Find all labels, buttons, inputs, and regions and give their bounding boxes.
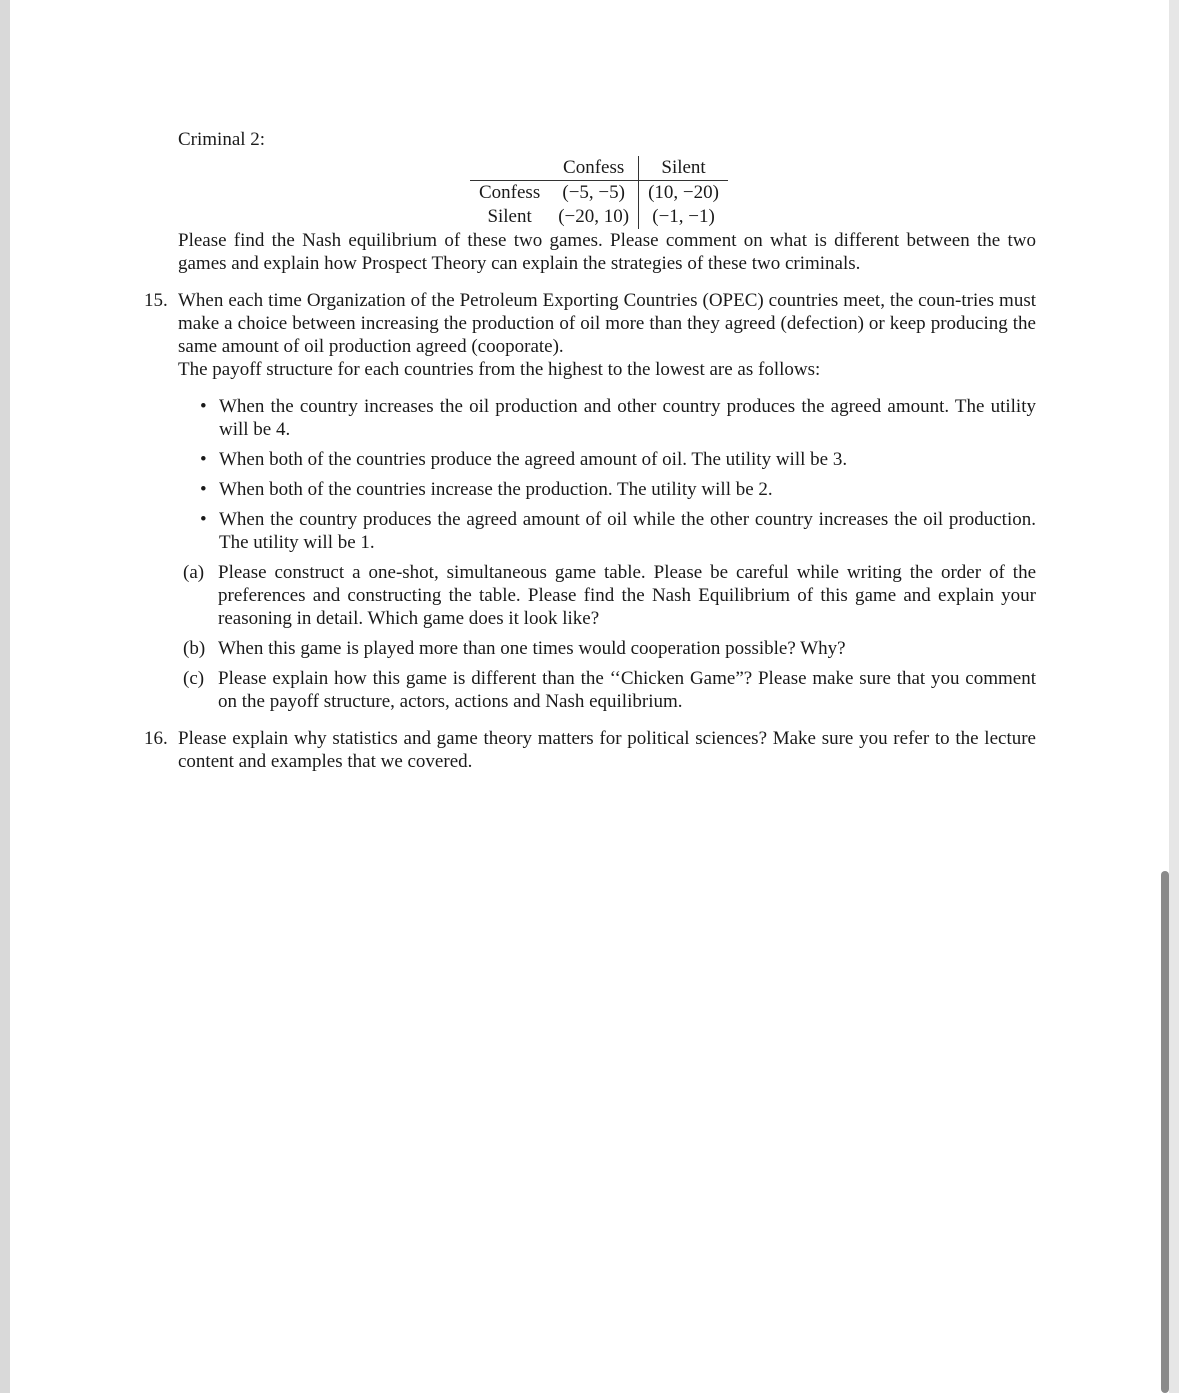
- payoff-col-header-silent: Silent: [639, 156, 728, 181]
- subpart-c: [183, 667, 1036, 713]
- bullet-text: When both of the countries produce the agreed amount of oil. The utility will be 3.: [219, 449, 848, 470]
- subpart-text: Please construct a one-shot, simultaneous game table. Please be careful while writing the order of the preferences and constructing the table. Please find the Nash Equilibrium of this game and explain your reasoning in detail. Which game does it look like?: [218, 562, 1036, 629]
- payoff-row-header-confess: Confess: [479, 182, 541, 203]
- subpart-label: (b): [183, 638, 206, 659]
- payoff-structure-intro: The payoff structure for each countries from the highest to the lowest are as follows:: [178, 359, 821, 380]
- bullet-icon: •: [200, 479, 207, 500]
- list-item: [200, 448, 1036, 471]
- nash-equilibrium-paragraph: Please find the Nash equilibrium of these two games. Please comment on what is different between the two games and explain how Prospect Theory can explain the strategies of these two criminals.: [178, 230, 1036, 274]
- payoff-cell: (10, −20): [648, 182, 719, 203]
- payoff-cell: (−1, −1): [652, 206, 715, 227]
- bullet-text: When the country increases the oil production and other country produces the agreed amount. The utility will be 4.: [219, 396, 1036, 440]
- subpart-b: [183, 637, 1036, 660]
- question-number: 16.: [144, 728, 168, 749]
- payoff-table-row: [470, 181, 728, 206]
- subpart-text: Please explain how this game is different than the ‘‘Chicken Game”? Please make sure that you comment on the payoff structure, actors, actions and Nash equilibrium.: [218, 668, 1036, 712]
- question-15-subparts: [178, 561, 1036, 713]
- question-number: 15.: [144, 290, 168, 311]
- payoff-row-header-silent: Silent: [487, 206, 532, 227]
- payoff-table-header-row: [470, 156, 728, 181]
- scrollbar-track[interactable]: [1169, 0, 1179, 1393]
- subpart-text: When this game is played more than one times would cooperation possible? Why?: [218, 638, 846, 659]
- payoff-col-header-confess: Confess: [549, 156, 638, 181]
- subpart-label: (c): [183, 668, 205, 689]
- page-content: [144, 128, 1036, 773]
- bullet-text: When both of the countries increase the production. The utility will be 2.: [219, 479, 773, 500]
- list-item: [200, 508, 1036, 554]
- document-page: [10, 0, 1169, 1393]
- criminal-2-label: Criminal 2:: [178, 129, 266, 150]
- payoff-table-row: [470, 205, 728, 229]
- subpart-label: (a): [183, 562, 205, 583]
- payoff-table: [470, 156, 728, 229]
- list-item: [200, 395, 1036, 441]
- bullet-icon: •: [200, 509, 207, 530]
- question-15-intro: When each time Organization of the Petroleum Exporting Countries (OPEC) countries meet, the coun-tries must make a choice between increasing the production of oil more than they agreed (defection) or keep producing the same amount of oil production agreed (cooporate).: [178, 290, 1036, 357]
- question-15: [144, 289, 1036, 713]
- question-16: [144, 727, 1036, 773]
- payoff-cell: (−20, 10): [549, 205, 638, 229]
- list-item: [200, 478, 1036, 501]
- payoff-cell: (−5, −5): [549, 181, 638, 206]
- subpart-a: [183, 561, 1036, 630]
- question-16-text: Please explain why statistics and game theory matters for political sciences? Make sure you refer to the lecture content and examples that we covered.: [178, 728, 1036, 772]
- bullet-text: When the country produces the agreed amount of oil while the other country increases the oil production. The utility will be 1.: [219, 509, 1036, 553]
- bullet-icon: •: [200, 449, 207, 470]
- scrollbar-thumb[interactable]: [1161, 871, 1169, 1393]
- bullet-icon: •: [200, 396, 207, 417]
- payoff-table-corner: [470, 156, 549, 181]
- payoff-bullet-list: [178, 395, 1036, 554]
